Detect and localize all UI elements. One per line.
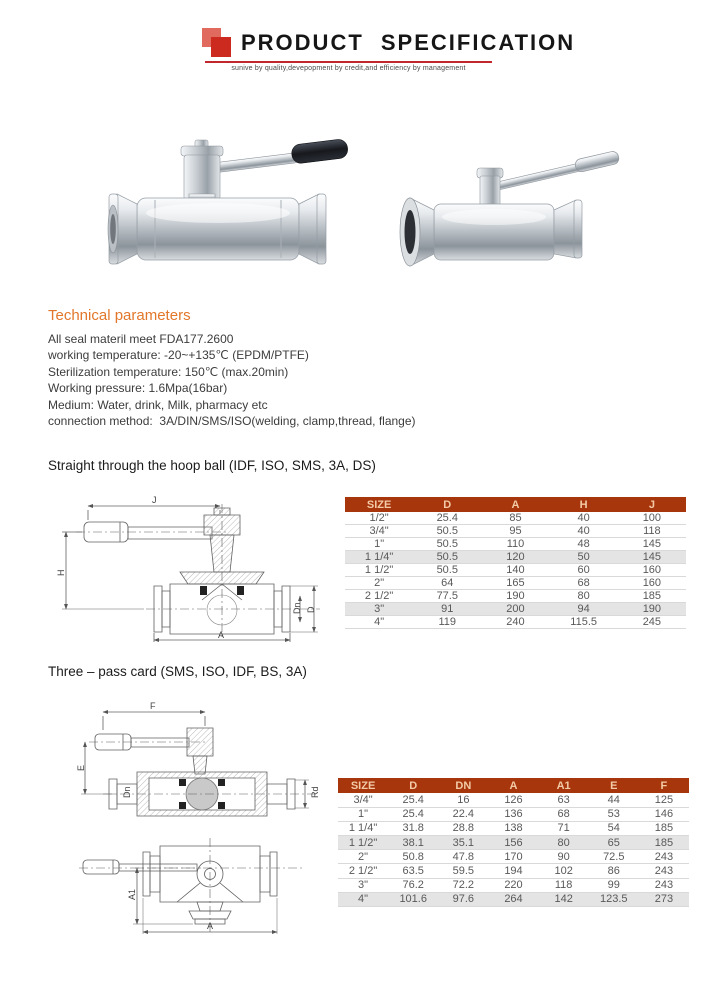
table-row xyxy=(345,538,686,551)
table-cell: 1" xyxy=(338,807,388,821)
table-row xyxy=(345,616,686,629)
table-cell: 138 xyxy=(488,821,538,835)
column-header: A xyxy=(481,497,549,512)
table-cell: 16 xyxy=(438,793,488,807)
table-cell: 50.5 xyxy=(413,538,481,551)
table-row xyxy=(345,551,686,564)
column-header: E xyxy=(589,778,639,793)
technical-drawing-straight-valve xyxy=(52,494,340,644)
table-cell: 54 xyxy=(589,821,639,835)
column-header: D xyxy=(388,778,438,793)
table-cell: 100 xyxy=(618,512,686,525)
table-cell: 240 xyxy=(481,616,549,629)
dim-label-a: A xyxy=(218,630,225,640)
column-header: SIZE xyxy=(345,497,413,512)
table-cell: 31.8 xyxy=(388,821,438,835)
straight-valve-dimensions-table xyxy=(345,497,686,629)
table-cell: 50 xyxy=(550,551,618,564)
table-cell: 48 xyxy=(550,538,618,551)
table-cell: 245 xyxy=(618,616,686,629)
table-cell: 44 xyxy=(589,793,639,807)
valve-photo-ball-valve-angled xyxy=(378,140,630,278)
table-cell: 50.5 xyxy=(413,525,481,538)
table-cell: 160 xyxy=(618,577,686,590)
table-cell: 28.8 xyxy=(438,821,488,835)
three-way-valve-dimensions-table xyxy=(338,778,689,907)
table-cell: 38.1 xyxy=(388,836,438,850)
table-cell: 185 xyxy=(639,821,689,835)
param-line: working temperature: -20~+135℃ (EPDM/PTFE) xyxy=(48,348,309,363)
table-cell: 2 1/2" xyxy=(345,590,413,603)
valve1-bonnet xyxy=(181,140,223,202)
table-cell: 185 xyxy=(639,836,689,850)
table-cell: 1 1/4" xyxy=(345,551,413,564)
table-row xyxy=(345,512,686,525)
column-header: F xyxy=(639,778,689,793)
param-line: All seal materil meet FDA177.2600 xyxy=(48,332,234,346)
table-cell: 63 xyxy=(539,793,589,807)
dim-label-f: F xyxy=(150,701,156,711)
section2-heading: Three – pass card (SMS, ISO, IDF, BS, 3A) xyxy=(48,664,307,679)
table-cell: 22.4 xyxy=(438,807,488,821)
table-row xyxy=(345,525,686,538)
table-cell: 156 xyxy=(488,836,538,850)
dim-label-rd: Rd xyxy=(310,786,320,798)
brand-logo-icon xyxy=(202,28,234,62)
table-cell: 2 1/2" xyxy=(338,864,388,878)
param-line: Working pressure: 1.6Mpa(16bar) xyxy=(48,381,228,396)
table-row xyxy=(345,603,686,616)
table-cell: 1/2" xyxy=(345,512,413,525)
table-cell: 40 xyxy=(550,525,618,538)
technical-parameters-section xyxy=(48,307,468,429)
table-cell: 3" xyxy=(345,603,413,616)
table-cell: 145 xyxy=(618,538,686,551)
table-cell: 273 xyxy=(639,892,689,906)
column-header: H xyxy=(550,497,618,512)
table-cell: 145 xyxy=(618,551,686,564)
table-row xyxy=(345,590,686,603)
table-cell: 2" xyxy=(345,577,413,590)
table-cell: 194 xyxy=(488,864,538,878)
table-cell: 86 xyxy=(589,864,639,878)
logo-front-square xyxy=(211,37,231,57)
dim-label-dn: Dn xyxy=(122,786,132,798)
table-cell: 142 xyxy=(539,892,589,906)
table-cell: 59.5 xyxy=(438,864,488,878)
column-header: A xyxy=(488,778,538,793)
technical-parameters-heading: Technical parameters xyxy=(48,307,191,324)
column-header: DN xyxy=(438,778,488,793)
technical-drawing-three-way-valve xyxy=(75,698,333,940)
table-cell: 220 xyxy=(488,878,538,892)
table-cell: 115.5 xyxy=(550,616,618,629)
table-row xyxy=(338,821,689,835)
table-cell: 118 xyxy=(618,525,686,538)
param-line: Medium: Water, drink, Milk, pharmacy etc xyxy=(48,397,268,412)
table-cell: 72.5 xyxy=(589,850,639,864)
brand-tagline: sunive by quality,devepopment by credit,and efficiency by management xyxy=(231,65,466,72)
table-cell: 1 1/2" xyxy=(345,564,413,577)
valve1-body xyxy=(108,194,326,264)
table-cell: 102 xyxy=(539,864,589,878)
table-header-row xyxy=(338,778,689,793)
dim-label-d: D xyxy=(306,606,316,613)
table-cell: 101.6 xyxy=(388,892,438,906)
title-underline xyxy=(205,61,492,63)
valve1-handle xyxy=(211,139,348,174)
table-cell: 1 1/4" xyxy=(338,821,388,835)
table-cell: 120 xyxy=(481,551,549,564)
table-cell: 97.6 xyxy=(438,892,488,906)
table-cell: 65 xyxy=(589,836,639,850)
table-cell: 160 xyxy=(618,564,686,577)
table-cell: 80 xyxy=(550,590,618,603)
valve2-handle xyxy=(492,150,620,191)
table-cell: 123.5 xyxy=(589,892,639,906)
table-header-row xyxy=(345,497,686,512)
table-cell: 4" xyxy=(338,892,388,906)
table-cell: 76.2 xyxy=(388,878,438,892)
param-line: Sterilization temperature: 150℃ (max.20min) xyxy=(48,364,289,379)
table-cell: 71 xyxy=(539,821,589,835)
table-cell: 185 xyxy=(618,590,686,603)
table-row xyxy=(338,878,689,892)
section1-heading: Straight through the hoop ball (IDF, ISO, SMS, 3A, DS) xyxy=(48,458,376,473)
table-cell: 91 xyxy=(413,603,481,616)
column-header: SIZE xyxy=(338,778,388,793)
table-cell: 1" xyxy=(345,538,413,551)
table-cell: 146 xyxy=(639,807,689,821)
dim-label-j: J xyxy=(152,495,157,505)
table-cell: 125 xyxy=(639,793,689,807)
table-cell: 77.5 xyxy=(413,590,481,603)
table-cell: 64 xyxy=(413,577,481,590)
table-cell: 119 xyxy=(413,616,481,629)
table-cell: 60 xyxy=(550,564,618,577)
table-row xyxy=(338,892,689,906)
valve2-body xyxy=(400,198,582,266)
table-cell: 170 xyxy=(488,850,538,864)
table-cell: 4" xyxy=(345,616,413,629)
table-row xyxy=(338,793,689,807)
table-cell: 85 xyxy=(481,512,549,525)
table-cell: 140 xyxy=(481,564,549,577)
table-cell: 25.4 xyxy=(388,807,438,821)
table-cell: 3/4" xyxy=(345,525,413,538)
table-cell: 50.8 xyxy=(388,850,438,864)
table-cell: 110 xyxy=(481,538,549,551)
valve2-bonnet xyxy=(477,168,503,208)
valve-photo-clamp-ball-valve xyxy=(95,118,357,276)
table-cell: 243 xyxy=(639,878,689,892)
table-cell: 47.8 xyxy=(438,850,488,864)
param-line: connection method: 3A/DIN/SMS/ISO(welding, clamp,thread, flange) xyxy=(48,414,416,429)
column-header: J xyxy=(618,497,686,512)
page-title: PRODUCT SPECIFICATION xyxy=(241,30,576,55)
table-cell: 136 xyxy=(488,807,538,821)
dim-label-a: A xyxy=(207,921,214,931)
table-cell: 126 xyxy=(488,793,538,807)
table-cell: 72.2 xyxy=(438,878,488,892)
table-cell: 68 xyxy=(539,807,589,821)
table-row xyxy=(345,577,686,590)
table-cell: 243 xyxy=(639,850,689,864)
table-cell: 165 xyxy=(481,577,549,590)
table-cell: 99 xyxy=(589,878,639,892)
column-header: D xyxy=(413,497,481,512)
table-row xyxy=(338,864,689,878)
table-cell: 90 xyxy=(539,850,589,864)
column-header: A1 xyxy=(539,778,589,793)
table-cell: 68 xyxy=(550,577,618,590)
table-cell: 118 xyxy=(539,878,589,892)
table-cell: 94 xyxy=(550,603,618,616)
dim-label-e: E xyxy=(76,764,86,771)
table-cell: 200 xyxy=(481,603,549,616)
table-cell: 80 xyxy=(539,836,589,850)
table-cell: 243 xyxy=(639,864,689,878)
table-cell: 190 xyxy=(481,590,549,603)
table-row xyxy=(338,807,689,821)
dim-label-dn: Dn xyxy=(292,602,302,614)
table-cell: 63.5 xyxy=(388,864,438,878)
table-cell: 50.5 xyxy=(413,564,481,577)
table-cell: 25.4 xyxy=(388,793,438,807)
table-cell: 3/4" xyxy=(338,793,388,807)
table-cell: 40 xyxy=(550,512,618,525)
table-cell: 2" xyxy=(338,850,388,864)
table-cell: 50.5 xyxy=(413,551,481,564)
table-cell: 35.1 xyxy=(438,836,488,850)
table-cell: 3" xyxy=(338,878,388,892)
table-cell: 264 xyxy=(488,892,538,906)
table-cell: 190 xyxy=(618,603,686,616)
table-cell: 95 xyxy=(481,525,549,538)
dim-label-a1: A1 xyxy=(127,888,137,900)
table-cell: 53 xyxy=(589,807,639,821)
table-row xyxy=(345,564,686,577)
table-row xyxy=(338,850,689,864)
table-cell: 1 1/2" xyxy=(338,836,388,850)
table-cell: 25.4 xyxy=(413,512,481,525)
table-row xyxy=(338,836,689,850)
dim-label-h: H xyxy=(56,569,66,576)
